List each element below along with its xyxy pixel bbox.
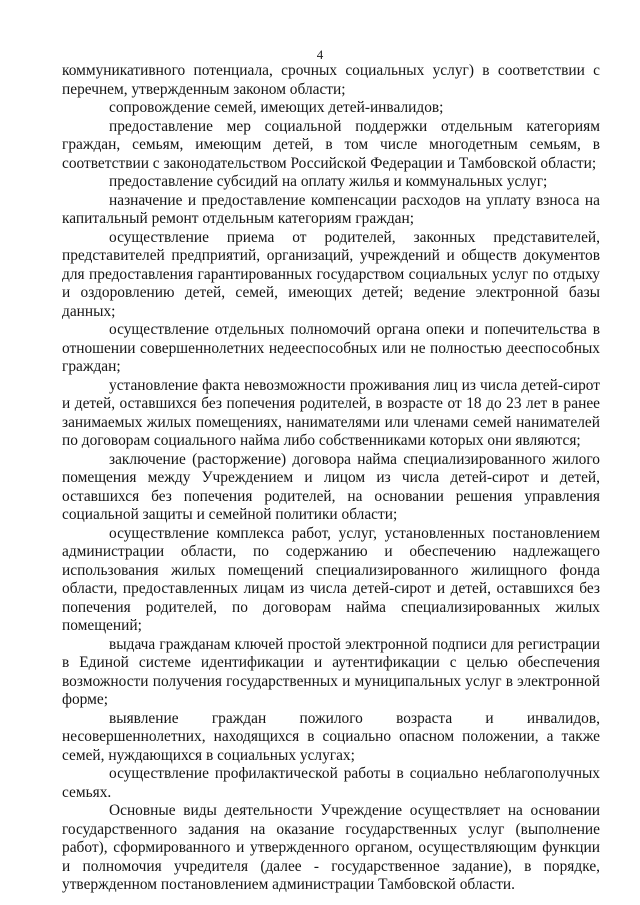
paragraph-family-support: сопровождение семей, имеющих детей-инвалидов; (109, 99, 444, 116)
paragraph-document-intake: осуществление приема от родителей, законных представителей, представителей предприятий, организаций, учреждений и обществ документов для предоставления гарантированных государством социальных услуг по отдыху и оздоровлению детей, семей, имеющих детей; ведение электронной базы данных; (62, 228, 600, 320)
paragraph-preventive-work: осуществление профилактической работы в социально неблагополучных семьях. (62, 765, 600, 801)
paragraph-electronic-signature: выдача гражданам ключей простой электронной подписи для регистрации в Единой системе идентификации и аутентификации с целью обеспечения возможности получения государственных и муниципальных услуг в электронной форме; (62, 635, 600, 708)
paragraph-lease-contract: заключение (расторжение) договора найма специализированного жилого помещения между Учреждением и лицом из числа детей-сирот и детей, оставшихся без попечения родителей, на основании решения управления социальной защиты и семейной политики области; (62, 450, 600, 523)
paragraph-housing-subsidies: предоставление субсидий на оплату жилья и коммунальных услуг; (109, 173, 548, 190)
page-number: 4 (316, 47, 324, 62)
paragraph-continuation: коммуникативного потенциала, срочных социальных услуг) в соответствии с перечнем, утвержденным законом области; (62, 62, 600, 98)
paragraph-residence-impossibility: установление факта невозможности проживания лиц из числа детей-сирот и детей, оставшихся без попечения родителей, в возрасте от 18 до 23 лет в ранее занимаемых жилых помещениях, нанимателями или членами семей нанимателей по договорам социального найма либо собственниками которых они являются; (62, 376, 600, 449)
paragraph-identification-of-citizens: выявление граждан пожилого возраста и инвалидов, несовершеннолетних, находящихся в социально опасном положении, а также семей, нуждающихся в социальных услугах; (62, 709, 600, 764)
paragraph-guardianship: осуществление отдельных полномочий органа опеки и попечительства в отношении совершеннолетних недееспособных или не полностью дееспособных граждан; (62, 321, 600, 375)
paragraph-repair-compensation: назначение и предоставление компенсации расходов на уплату взноса на капитальный ремонт отдельным категориям граждан; (62, 191, 600, 227)
paragraph-housing-maintenance: осуществление комплекса работ, услуг, установленных постановлением администрации области, по содержанию и обеспечению надлежащего использования жилых помещений специализированного жилищного фонда области, предоставленных лицам из числа детей-сирот и детей, оставшихся без попечения родителей, по договорам найма специализированных жилых помещений; (62, 524, 600, 634)
document-body (62, 62, 600, 895)
paragraph-social-support-measures: предоставление мер социальной поддержки отдельным категориям граждан, семьям, имеющим детей, в том числе многодетным семьям, в соответствии с законодательством Российской Федерации и Тамбовской области; (62, 117, 600, 172)
paragraph-state-assignment: Основные виды деятельности Учреждение осуществляет на основании государственного задания на оказание государственных услуг (выполнение работ), сформированного и утвержденного органом, осуществляющим функции и полномочия учредителя (далее - государственное задание), в порядке, утвержденном постановлением администрации Тамбовской области. (62, 802, 600, 893)
